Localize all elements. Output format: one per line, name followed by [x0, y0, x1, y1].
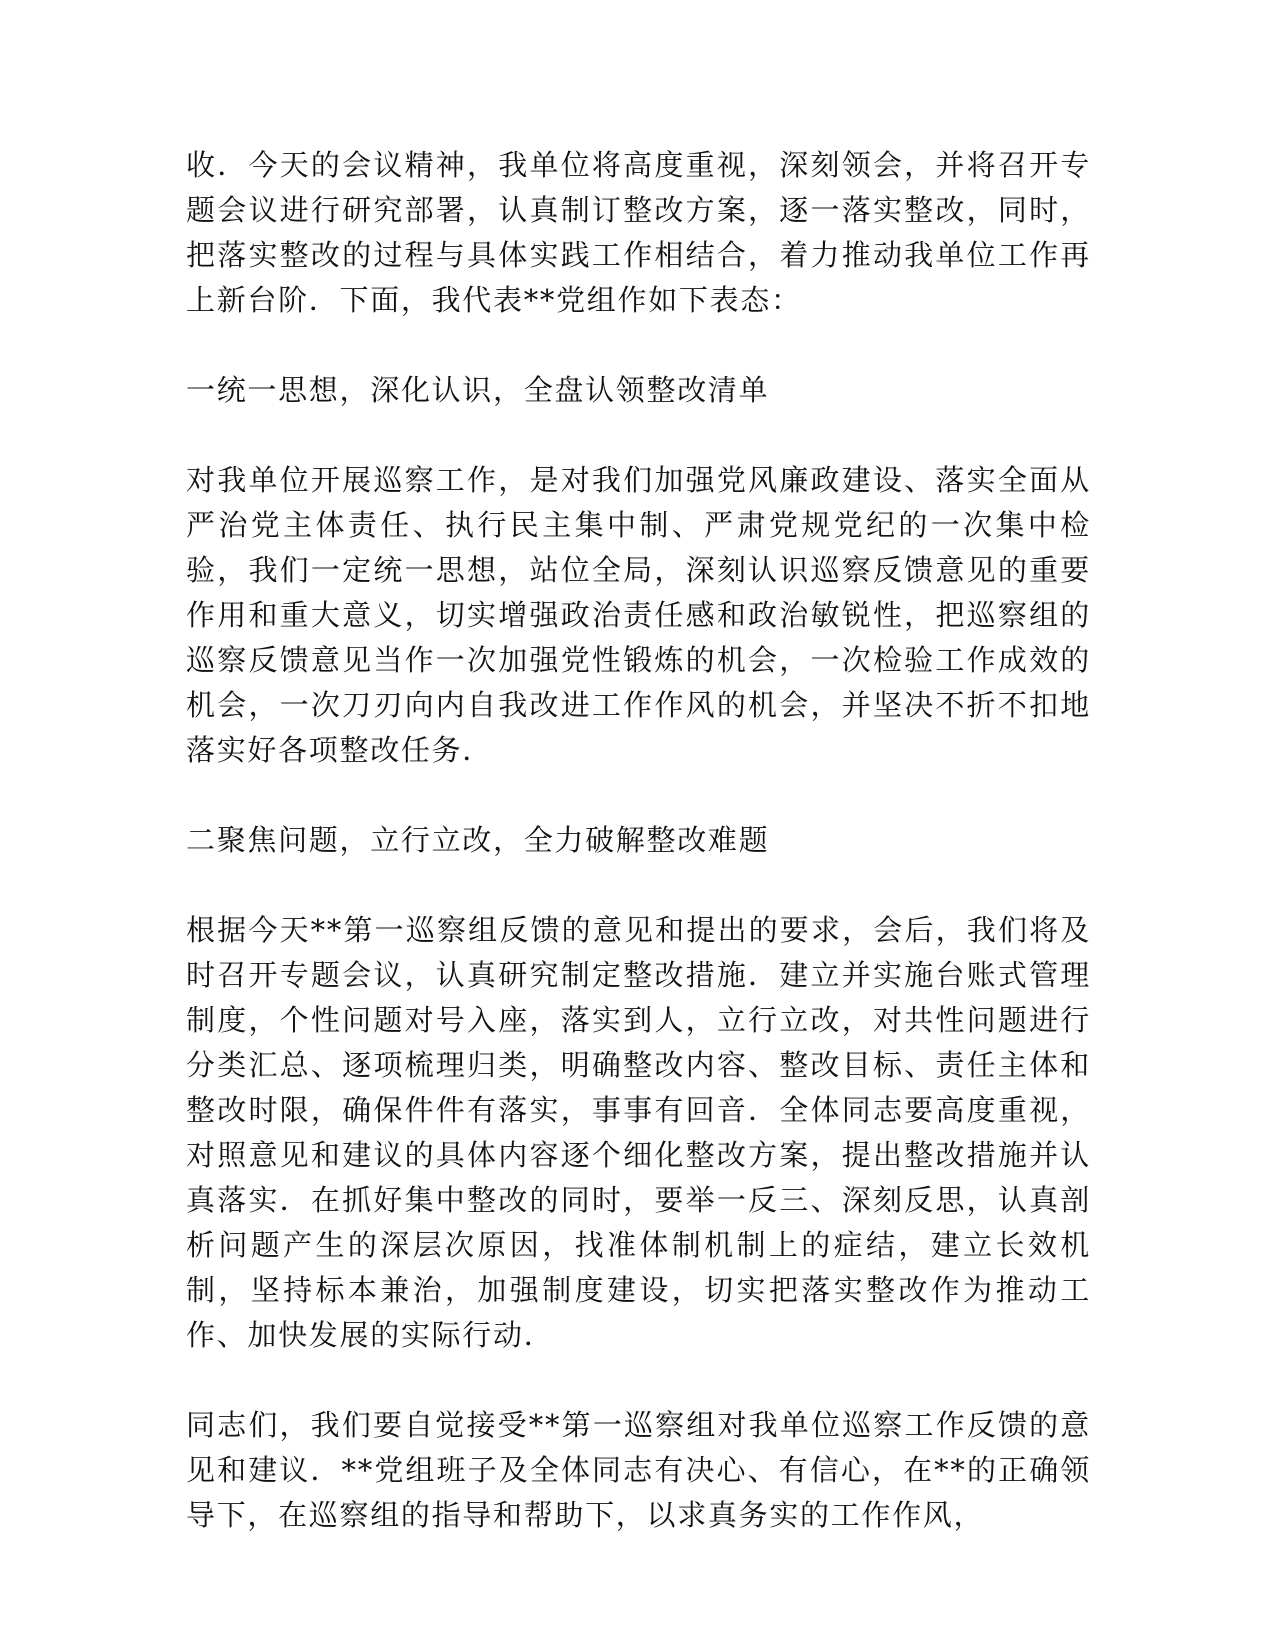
paragraph-section-1: 对我单位开展巡察工作，是对我们加强党风廉政建设、落实全面从严治党主体责任、执行民主集中制、严肃党规党纪的一次集中检验，我们一定统一思想，站位全局，深刻认识巡察反馈意见的重要作用和重大意义，切实增强政治责任感和政治敏锐性，把巡察组的巡察反馈意见当作一次加强党性锻炼的机会，一次检验工作成效的机会，一次刀刃向内自我改进工作作风的机会，并坚决不折不扣地落实好各项整改任务．: [186, 463, 1091, 767]
paragraph-closing: 同志们，我们要自觉接受**第一巡察组对我单位巡察工作反馈的意见和建议．**党组班子及全体同志有决心、有信心，在**的正确领导下，在巡察组的指导和帮助下，以求真务实的工作作风，: [186, 1408, 1091, 1532]
paragraph-section-2: 根据今天**第一巡察组反馈的意见和提出的要求，会后，我们将及时召开专题会议，认真研究制定整改措施．建立并实施台账式管理制度，个性问题对号入座，落实到人，立行立改，对共性问题进行分类汇总、逐项梳理归类，明确整改内容、整改目标、责任主体和整改时限，确保件件有落实，事事有回音．全体同志要高度重视，对照意见和建议的具体内容逐个细化整改方案，提出整改措施并认真落实．在抓好集中整改的同时，要举一反三、深刻反思，认真剖析问题产生的深层次原因，找准体制机制上的症结，建立长效机制，坚持标本兼治，加强制度建设，切实把落实整改作为推动工作、加快发展的实际行动．: [186, 913, 1091, 1352]
paragraph-intro: 收．今天的会议精神，我单位将高度重视，深刻领会，并将召开专题会议进行研究部署，认真制订整改方案，逐一落实整改，同时，把落实整改的过程与具体实践工作相结合，着力推动我单位工作再上新台阶．下面，我代表**党组作如下表态：: [186, 148, 1091, 317]
document-page: [186, 143, 1091, 1538]
section-heading-1: 一统一思想，深化认识，全盘认领整改清单: [186, 373, 770, 407]
section-heading-2: 二聚焦问题，立行立改，全力破解整改难题: [186, 823, 770, 857]
